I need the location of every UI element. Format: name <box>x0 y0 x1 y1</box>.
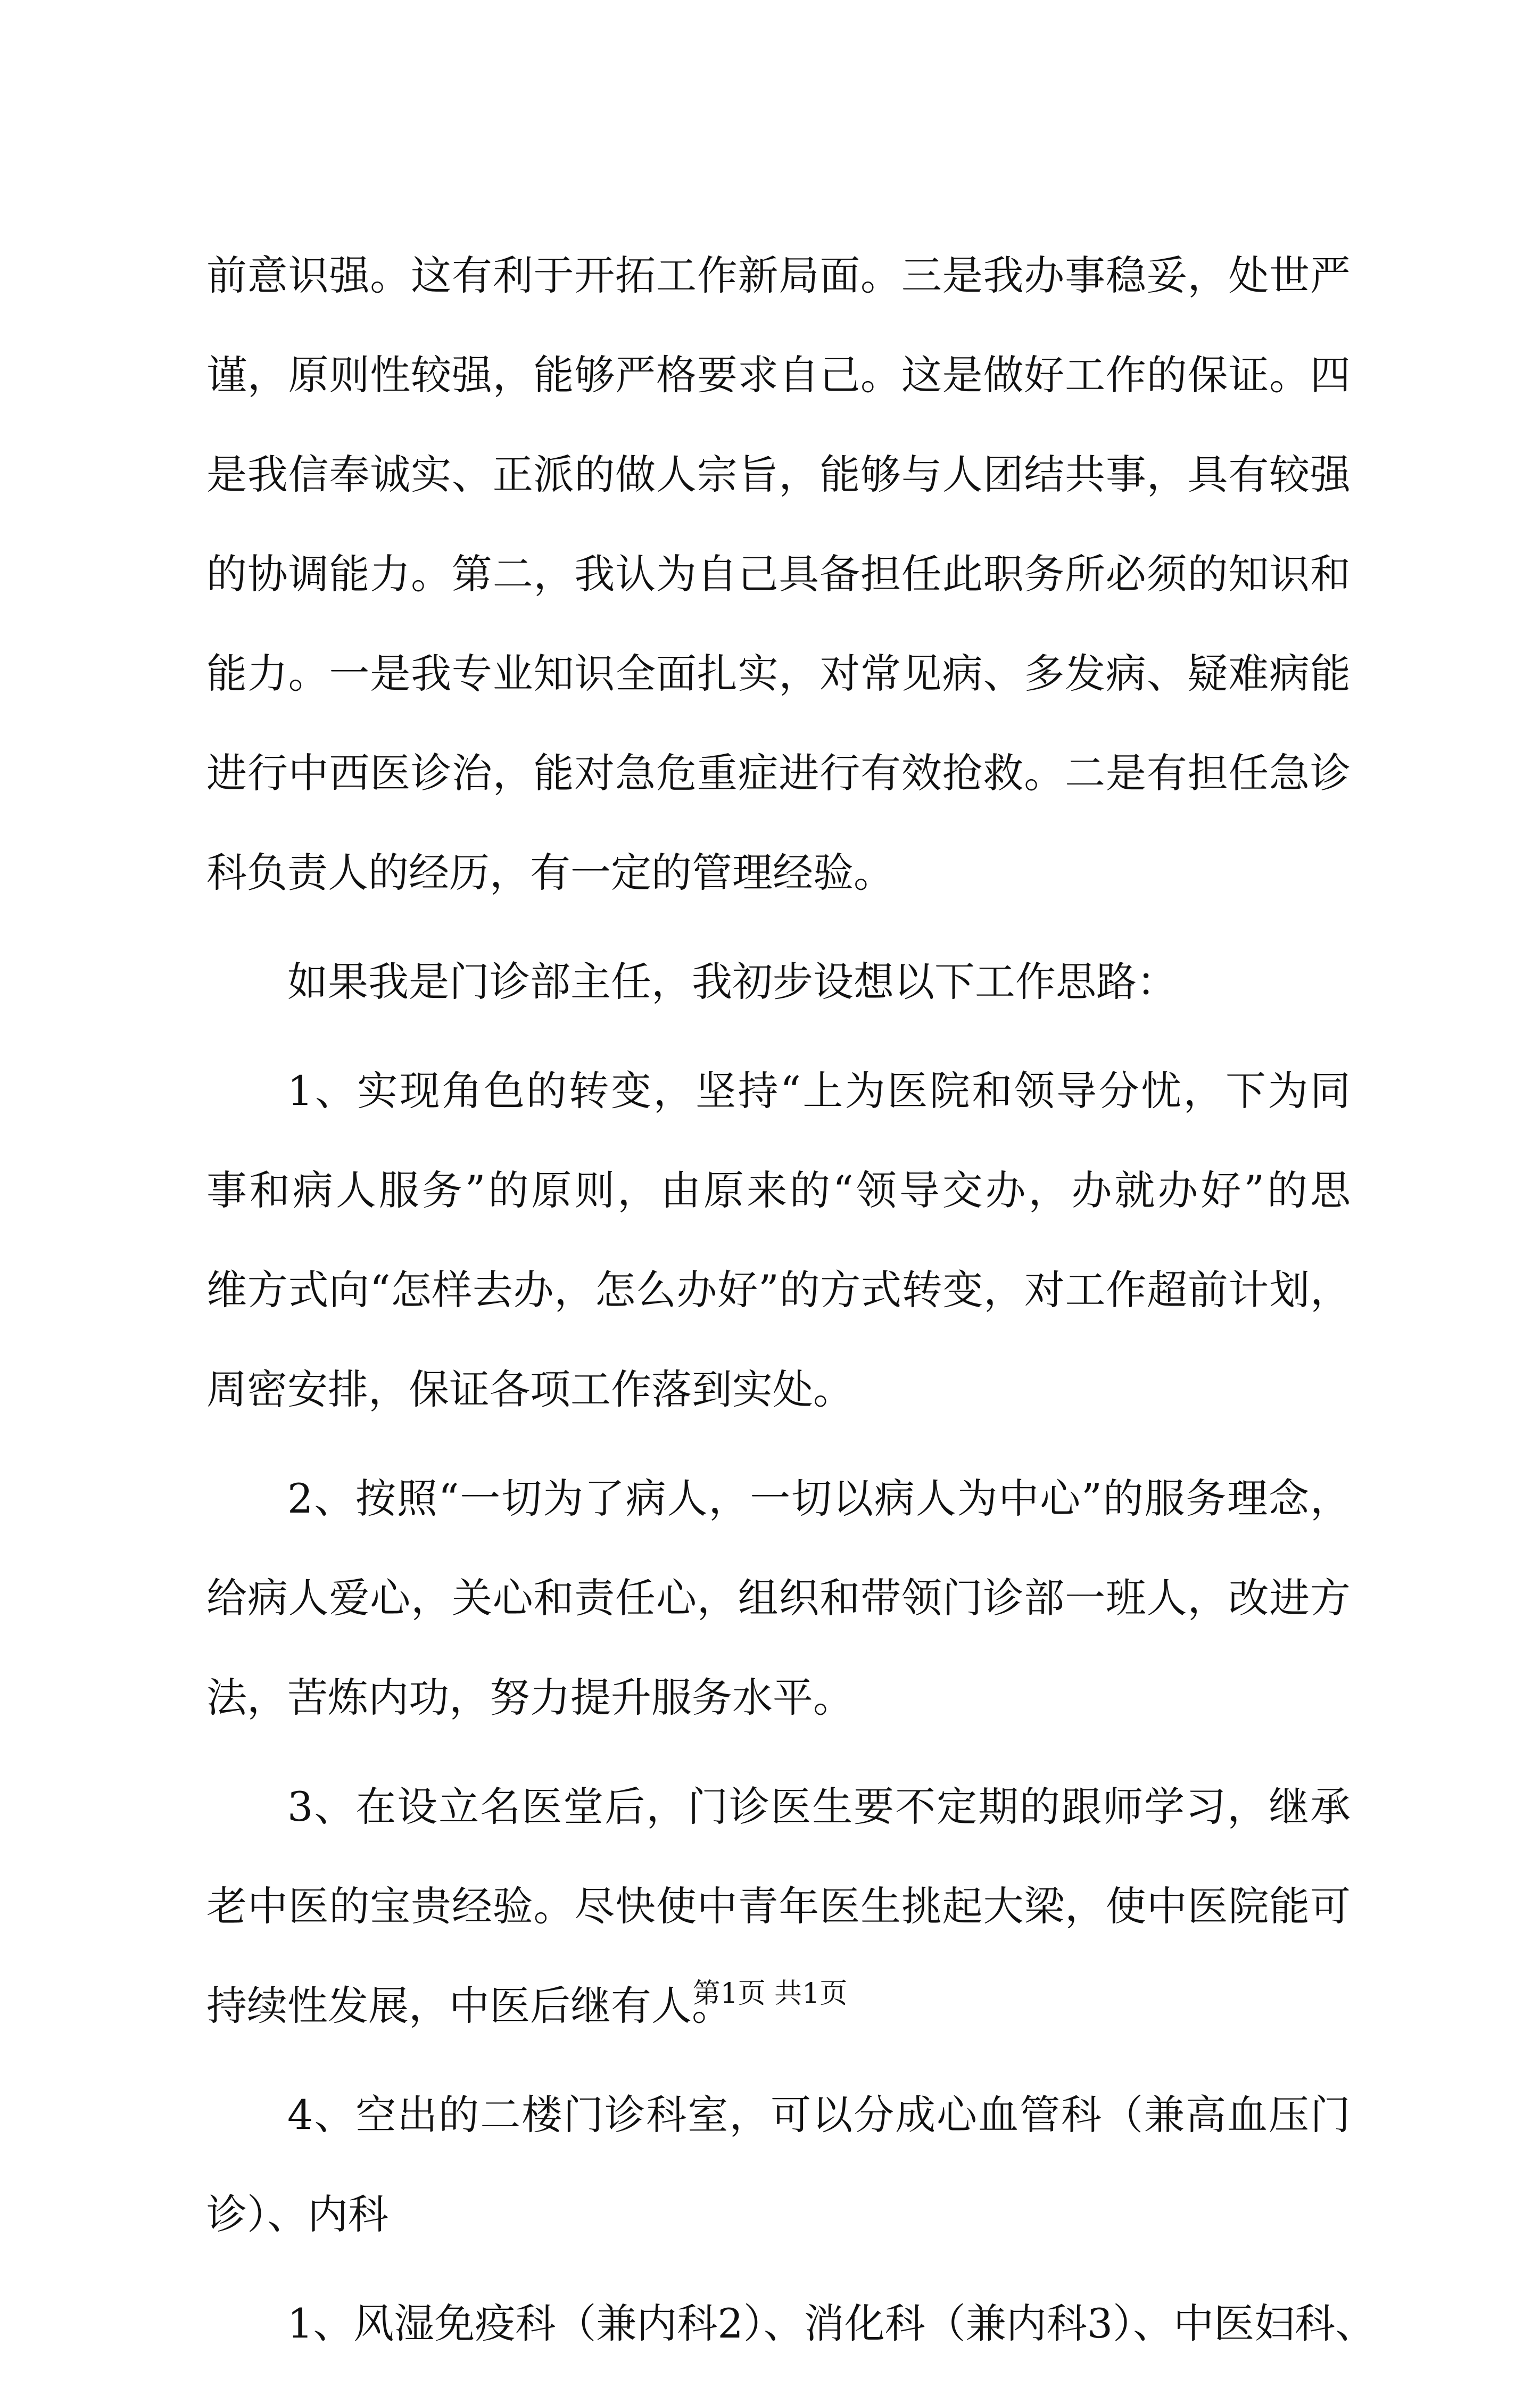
text-line: 前意识强。这有利于开拓工作新局面。三是我办事稳妥，处世严 <box>206 252 1351 299</box>
text-line: 能力。一是我专业知识全面扎实，对常见病、多发病、疑难病能 <box>206 650 1351 697</box>
text-line: 诊）、内科 <box>206 2191 388 2238</box>
text-line: 给病人爱心，关心和责任心，组织和带领门诊部一班人，改进方 <box>206 1574 1351 1622</box>
text-line: 老中医的宝贵经验。尽快使中青年医生挑起大梁，使中医院能可 <box>206 1882 1351 1930</box>
text-line: 的协调能力。第二，我认为自己具备担任此职务所必须的知识和 <box>206 550 1351 598</box>
text-line: 是我信奉诚实、正派的做人宗旨，能够与人团结共事，具有较强 <box>206 451 1351 498</box>
body-text <box>206 252 1376 2403</box>
paragraph-first-line: 2、按照“一切为了病人，一切以病人为中心”的服务理念， <box>287 1475 1351 1522</box>
paragraph-first-line: 如果我是门诊部主任，我初步设想以下工作思路： <box>287 958 1177 1005</box>
text-line: 维方式向“怎样去办，怎么办好”的方式转变，对工作超前计划， <box>206 1266 1351 1314</box>
paragraph-first-line: 1、实现角色的转变，坚持“上为医院和领导分忧，下为同 <box>287 1067 1351 1114</box>
text-line: 周密安排，保证各项工作落到实处。 <box>206 1366 854 1413</box>
text-line: 科负责人的经历，有一定的管理经验。 <box>206 849 894 896</box>
text-line: 谨，原则性较强，能够严格要求自己。这是做好工作的保证。四 <box>206 351 1351 399</box>
text-line: 法，苦炼内功，努力提升服务水平。 <box>206 1674 854 1721</box>
paragraph-first-line: 3、在设立名医堂后，门诊医生要不定期的跟师学习，继承 <box>287 1783 1351 1830</box>
page-footer: 第1页 共1页 <box>692 1978 848 2010</box>
text-line: 事和病人服务”的原则，由原来的“领导交办，办就办好”的思 <box>206 1167 1351 1214</box>
paragraph-first-line: 1、风湿免疫科（兼内科2）、消化科（兼内科3）、中医妇科、 <box>287 2300 1376 2347</box>
text-line: 持续性发展，中医后继有人。 <box>206 1982 732 2029</box>
text-line: 进行中西医诊治，能对急危重症进行有效抢救。二是有担任急诊 <box>206 749 1351 797</box>
paragraph-first-line: 4、空出的二楼门诊科室，可以分成心血管科（兼高血压门 <box>287 2091 1351 2138</box>
